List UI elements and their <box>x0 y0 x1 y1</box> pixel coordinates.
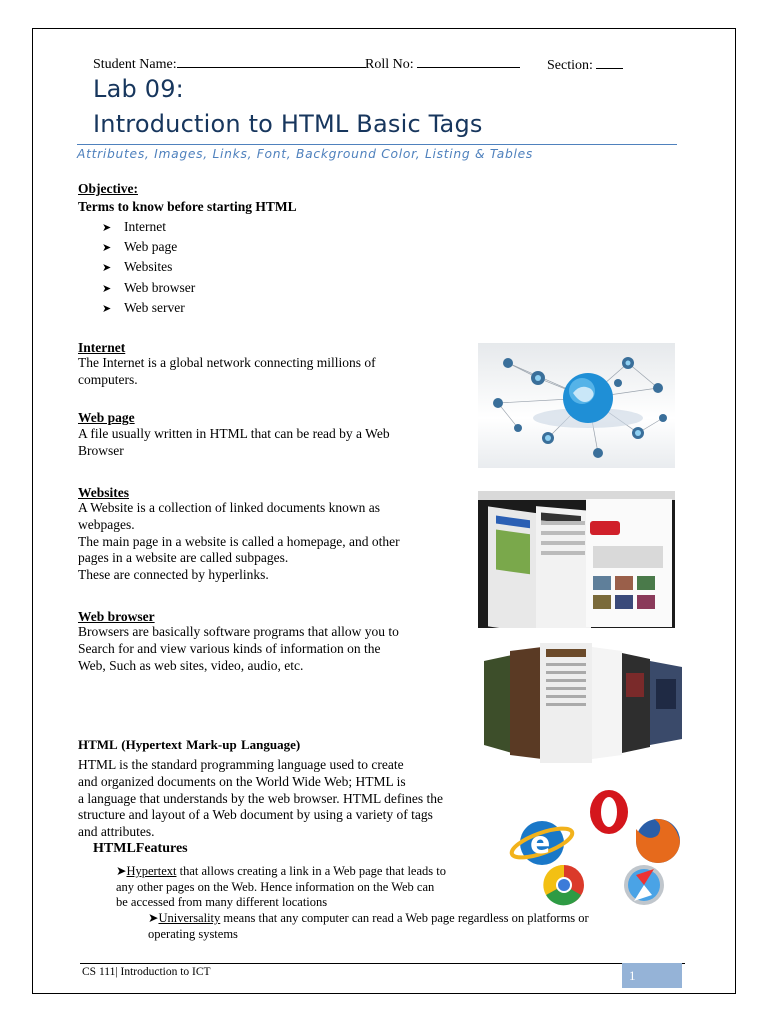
lab-subject-title: Introduction to HTML Basic Tags <box>93 110 483 138</box>
browser-logos <box>508 785 688 907</box>
footer-course: CS 111| Introduction to ICT <box>82 966 211 978</box>
webbrowser-heading: Web browser <box>78 609 155 624</box>
footer-divider <box>80 963 685 964</box>
page-number: 1 <box>629 968 636 983</box>
firefox-logo <box>636 819 680 863</box>
lab-subtitle: Attributes, Images, Links, Font, Background Color, Listing & Tables <box>77 147 534 161</box>
html-body: HTML is the standard programming language used to create and organized documents on the World Wide Web; HTML is a language that understands by the web browser. HTML defines the structure and layout of a Web document by using a variety of tags and attributes. <box>78 757 444 840</box>
roll-no-field <box>365 55 520 73</box>
website-screens-image <box>478 491 675 628</box>
webpage-heading: Web page <box>78 410 135 425</box>
globe-network-image <box>478 343 675 468</box>
objective-heading: Objective: <box>78 181 138 196</box>
arrow-bullet-icon: ➤ <box>116 864 127 878</box>
internet-body: The Internet is a global network connecting millions of computers. <box>78 355 376 387</box>
html-heading: HTML (Hypertext Mark-up Language) <box>78 737 301 752</box>
arrow-bullet-icon: ➤ <box>102 302 112 315</box>
title-divider <box>77 144 677 145</box>
arrow-bullet-icon: ➤ <box>148 911 159 925</box>
section-blank <box>596 56 623 69</box>
list-item: ➤ Web server <box>102 298 195 318</box>
webpage-body: A file usually written in HTML that can be read by a Web Browser <box>78 426 390 458</box>
websites-body: A Website is a collection of linked documents known as webpages. The main page in a website is called a homepage, and other pages in a website are called subpages. These are connected by hyperlinks. <box>78 500 400 583</box>
list-item: ➤ Internet <box>102 217 195 237</box>
lab-title: Lab 09: <box>93 75 184 103</box>
internet-explorer-logo <box>509 821 576 865</box>
student-name-blank <box>177 55 366 68</box>
svg-text:e: e <box>530 826 551 861</box>
terms-heading: Terms to know before starting HTML <box>78 199 297 214</box>
chrome-logo <box>543 865 584 905</box>
section-label: Section: <box>547 58 593 73</box>
list-item: ➤ Web page <box>102 237 195 257</box>
arrow-bullet-icon: ➤ <box>102 262 112 275</box>
websites-heading: Websites <box>78 485 130 500</box>
section-field <box>547 56 623 74</box>
list-item: ➤ Web browser <box>102 278 195 298</box>
arrow-bullet-icon: ➤ <box>102 282 112 295</box>
feature-term: Universality <box>158 911 221 925</box>
feature-text: means that any computer can read a Web page regardless on platforms or operating systems <box>148 911 589 941</box>
roll-no-blank <box>417 55 520 68</box>
arrow-bullet-icon: ➤ <box>102 242 112 255</box>
list-item: ➤ Websites <box>102 257 195 277</box>
feature-text: that allows creating a link in a Web page that leads to any other pages on the Web. Hence information on the Web can be accessed from many different locations <box>116 864 446 909</box>
feature-term: Hypertext <box>126 864 177 878</box>
safari-logo <box>624 865 664 905</box>
terms-list <box>102 217 195 318</box>
arrow-bullet-icon: ➤ <box>102 222 112 234</box>
roll-no-label: Roll No: <box>365 57 414 72</box>
browser-pages-image <box>484 643 684 763</box>
feature-item <box>148 911 589 942</box>
features-heading: HTMLFeatures <box>93 841 188 856</box>
internet-heading: Internet <box>78 340 126 355</box>
feature-item <box>116 864 446 911</box>
webbrowser-body: Browsers are basically software programs that allow you to Search for and view various kinds of information on the Web, Such as web sites, video, audio, etc. <box>78 624 399 673</box>
opera-logo <box>590 790 628 834</box>
student-name-field <box>93 55 366 73</box>
student-name-label: Student Name: <box>93 57 177 72</box>
